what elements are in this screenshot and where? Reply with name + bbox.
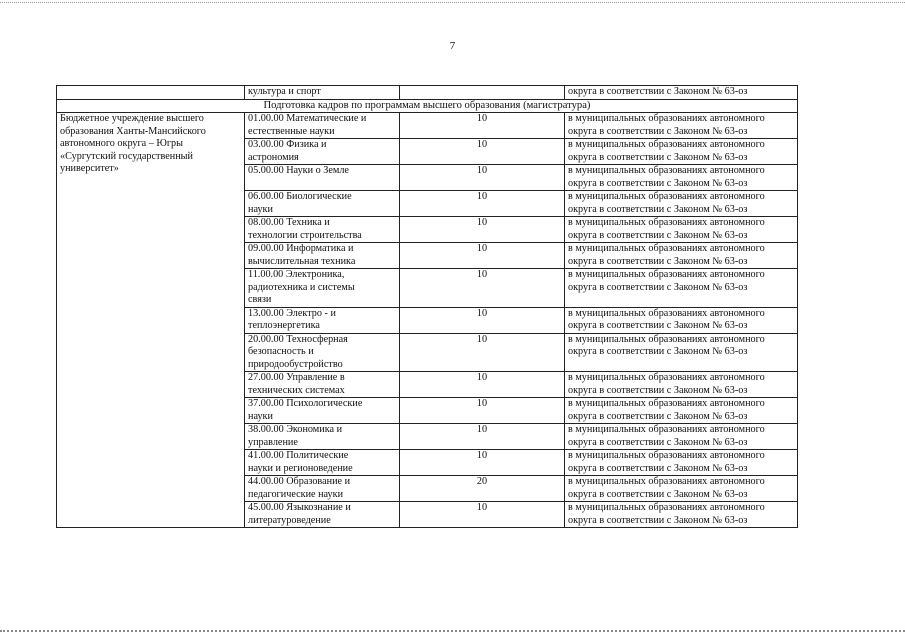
quantity-cell: 10 bbox=[400, 502, 565, 528]
continuation-specialty: культура и спорт bbox=[245, 86, 400, 100]
specialty-line: науки bbox=[248, 203, 273, 215]
continuation-org-cell bbox=[57, 86, 245, 100]
specialty-cell bbox=[245, 476, 400, 502]
note-line: округа в соответствии с Законом № 63-оз bbox=[568, 488, 748, 500]
note-line: в муниципальных образованиях автономного bbox=[568, 398, 765, 409]
note-line: в муниципальных образованиях автономного bbox=[568, 191, 765, 202]
specialty-line: радиотехника и системы bbox=[248, 281, 355, 293]
specialty-line: управление bbox=[248, 436, 298, 448]
table-body bbox=[57, 86, 798, 528]
specialty-cell bbox=[245, 139, 400, 165]
continuation-quantity bbox=[400, 86, 565, 100]
note-line: в муниципальных образованиях автономного bbox=[568, 165, 765, 176]
note-line: в муниципальных образованиях автономного bbox=[568, 113, 765, 124]
section-header-row bbox=[57, 99, 798, 113]
specialty-cell bbox=[245, 333, 400, 372]
note-line: в муниципальных образованиях автономного bbox=[568, 450, 765, 461]
note-line: округа в соответствии с Законом № 63-оз bbox=[568, 346, 748, 357]
note-line: в муниципальных образованиях автономного bbox=[568, 217, 765, 228]
specialty-cell bbox=[245, 217, 400, 243]
specialty-cell bbox=[245, 307, 400, 333]
specialty-line: 01.00.00 Математические и bbox=[248, 113, 367, 124]
specialty-line: 37.00.00 Психологические bbox=[248, 398, 363, 409]
specialty-line: 11.00.00 Электроника, bbox=[248, 269, 345, 280]
note-cell bbox=[565, 333, 798, 372]
quantity-cell: 10 bbox=[400, 217, 565, 243]
specialty-cell bbox=[245, 165, 400, 191]
note-line: в муниципальных образованиях автономного bbox=[568, 243, 765, 254]
quantity-cell: 10 bbox=[400, 165, 565, 191]
specialty-line: безопасность и bbox=[248, 346, 314, 357]
note-line: округа в соответствии с Законом № 63-оз bbox=[568, 384, 748, 396]
quantity-cell: 10 bbox=[400, 424, 565, 450]
note-line: округа в соответствии с Законом № 63-оз bbox=[568, 514, 748, 526]
quantity-cell: 10 bbox=[400, 139, 565, 165]
note-cell bbox=[565, 269, 798, 308]
scan-border-bottom bbox=[0, 630, 905, 632]
specialty-line: вычислительная техника bbox=[248, 255, 356, 267]
quantity-cell: 10 bbox=[400, 450, 565, 476]
specialty-line: технических системах bbox=[248, 384, 345, 396]
note-line: округа в соответствии с Законом № 63-оз bbox=[568, 281, 748, 293]
note-cell bbox=[565, 372, 798, 398]
quantity-cell: 10 bbox=[400, 398, 565, 424]
quantity-cell: 10 bbox=[400, 113, 565, 139]
specialty-line: литературоведение bbox=[248, 514, 331, 526]
note-cell bbox=[565, 398, 798, 424]
note-cell bbox=[565, 165, 798, 191]
note-line: округа в соответствии с Законом № 63-оз bbox=[568, 125, 748, 137]
note-line: в муниципальных образованиях автономного bbox=[568, 269, 765, 280]
note-cell bbox=[565, 307, 798, 333]
note-cell bbox=[565, 139, 798, 165]
note-line: округа в соответствии с Законом № 63-оз bbox=[568, 177, 748, 189]
specialty-line: 03.00.00 Физика и bbox=[248, 139, 327, 150]
note-line: округа в соответствии с Законом № 63-оз bbox=[568, 203, 748, 215]
note-line: округа в соответствии с Законом № 63-оз bbox=[568, 436, 748, 448]
specialty-line: связи bbox=[248, 294, 272, 305]
specialty-line: 44.00.00 Образование и bbox=[248, 476, 351, 487]
quantity-cell: 10 bbox=[400, 269, 565, 308]
note-cell bbox=[565, 191, 798, 217]
note-line: округа в соответствии с Законом № 63-оз bbox=[568, 410, 748, 422]
note-cell bbox=[565, 243, 798, 269]
specialty-line: науки bbox=[248, 410, 273, 422]
specialty-cell bbox=[245, 450, 400, 476]
note-cell bbox=[565, 476, 798, 502]
note-line: округа в соответствии с Законом № 63-оз bbox=[568, 320, 748, 331]
note-line: округа в соответствии с Законом № 63-оз bbox=[568, 255, 748, 267]
specialty-line: естественные науки bbox=[248, 125, 335, 137]
specialty-cell bbox=[245, 113, 400, 139]
quantity-cell: 10 bbox=[400, 307, 565, 333]
organization-cell bbox=[57, 113, 245, 528]
specialty-line: науки и регионоведение bbox=[248, 462, 353, 474]
scan-border-top bbox=[0, 2, 905, 3]
note-cell bbox=[565, 424, 798, 450]
organization-line: университет» bbox=[60, 163, 119, 174]
note-line: в муниципальных образованиях автономного bbox=[568, 333, 765, 345]
quantity-cell: 10 bbox=[400, 333, 565, 372]
organization-line: автономного округа – Югры bbox=[60, 138, 183, 149]
specialty-line: технологии строительства bbox=[248, 229, 362, 241]
specialty-cell bbox=[245, 372, 400, 398]
note-cell bbox=[565, 450, 798, 476]
specialty-cell bbox=[245, 424, 400, 450]
specialty-line: 13.00.00 Электро - и bbox=[248, 307, 336, 319]
specialty-cell bbox=[245, 269, 400, 308]
specialty-line: астрономия bbox=[248, 151, 299, 163]
specialty-line: теплоэнергетика bbox=[248, 320, 320, 331]
note-line: в муниципальных образованиях автономного bbox=[568, 476, 765, 487]
note-cell bbox=[565, 217, 798, 243]
specialty-line: педагогические науки bbox=[248, 488, 344, 500]
quantity-cell: 20 bbox=[400, 476, 565, 502]
specialty-line: 38.00.00 Экономика и bbox=[248, 424, 343, 435]
section-title: Подготовка кадров по программам высшего образования (магистратура) bbox=[57, 99, 798, 113]
note-cell bbox=[565, 502, 798, 528]
specialty-line: 41.00.00 Политические bbox=[248, 450, 349, 461]
note-line: в муниципальных образованиях автономного bbox=[568, 307, 765, 319]
specialty-cell bbox=[245, 243, 400, 269]
continuation-note: округа в соответствии с Законом № 63-оз bbox=[565, 86, 798, 100]
note-line: округа в соответствии с Законом № 63-оз bbox=[568, 229, 748, 241]
specialty-line: 20.00.00 Техносферная bbox=[248, 333, 348, 345]
note-line: округа в соответствии с Законом № 63-оз bbox=[568, 151, 748, 163]
specialty-line: 08.00.00 Техника и bbox=[248, 217, 330, 228]
note-line: в муниципальных образованиях автономного bbox=[568, 424, 765, 435]
quantity-cell: 10 bbox=[400, 372, 565, 398]
note-line: округа в соответствии с Законом № 63-оз bbox=[568, 462, 748, 474]
specialty-cell bbox=[245, 398, 400, 424]
specialty-line: 09.00.00 Информатика и bbox=[248, 243, 354, 254]
specialty-cell bbox=[245, 502, 400, 528]
organization-line: образования Ханты-Мансийского bbox=[60, 125, 206, 137]
specialty-line: 05.00.00 Науки о Земле bbox=[248, 165, 349, 176]
allocation-table bbox=[56, 85, 798, 528]
quantity-cell: 10 bbox=[400, 191, 565, 217]
organization-line: «Сургутский государственный bbox=[60, 150, 193, 162]
note-line: в муниципальных образованиях автономного bbox=[568, 372, 765, 383]
specialty-line bbox=[248, 178, 396, 191]
quantity-cell: 10 bbox=[400, 243, 565, 269]
page-number: 7 bbox=[449, 40, 456, 52]
organization-line: Бюджетное учреждение высшего bbox=[60, 113, 204, 124]
specialty-line: 06.00.00 Биологические bbox=[248, 191, 352, 202]
specialty-line: 27.00.00 Управление в bbox=[248, 372, 345, 383]
note-cell bbox=[565, 113, 798, 139]
continuation-row bbox=[57, 86, 798, 100]
specialty-line: природообустройство bbox=[248, 358, 343, 370]
specialty-line: 45.00.00 Языкознание и bbox=[248, 502, 351, 513]
specialty-cell bbox=[245, 191, 400, 217]
note-line: в муниципальных образованиях автономного bbox=[568, 139, 765, 150]
table-row bbox=[57, 113, 798, 139]
note-line: в муниципальных образованиях автономного bbox=[568, 502, 765, 513]
